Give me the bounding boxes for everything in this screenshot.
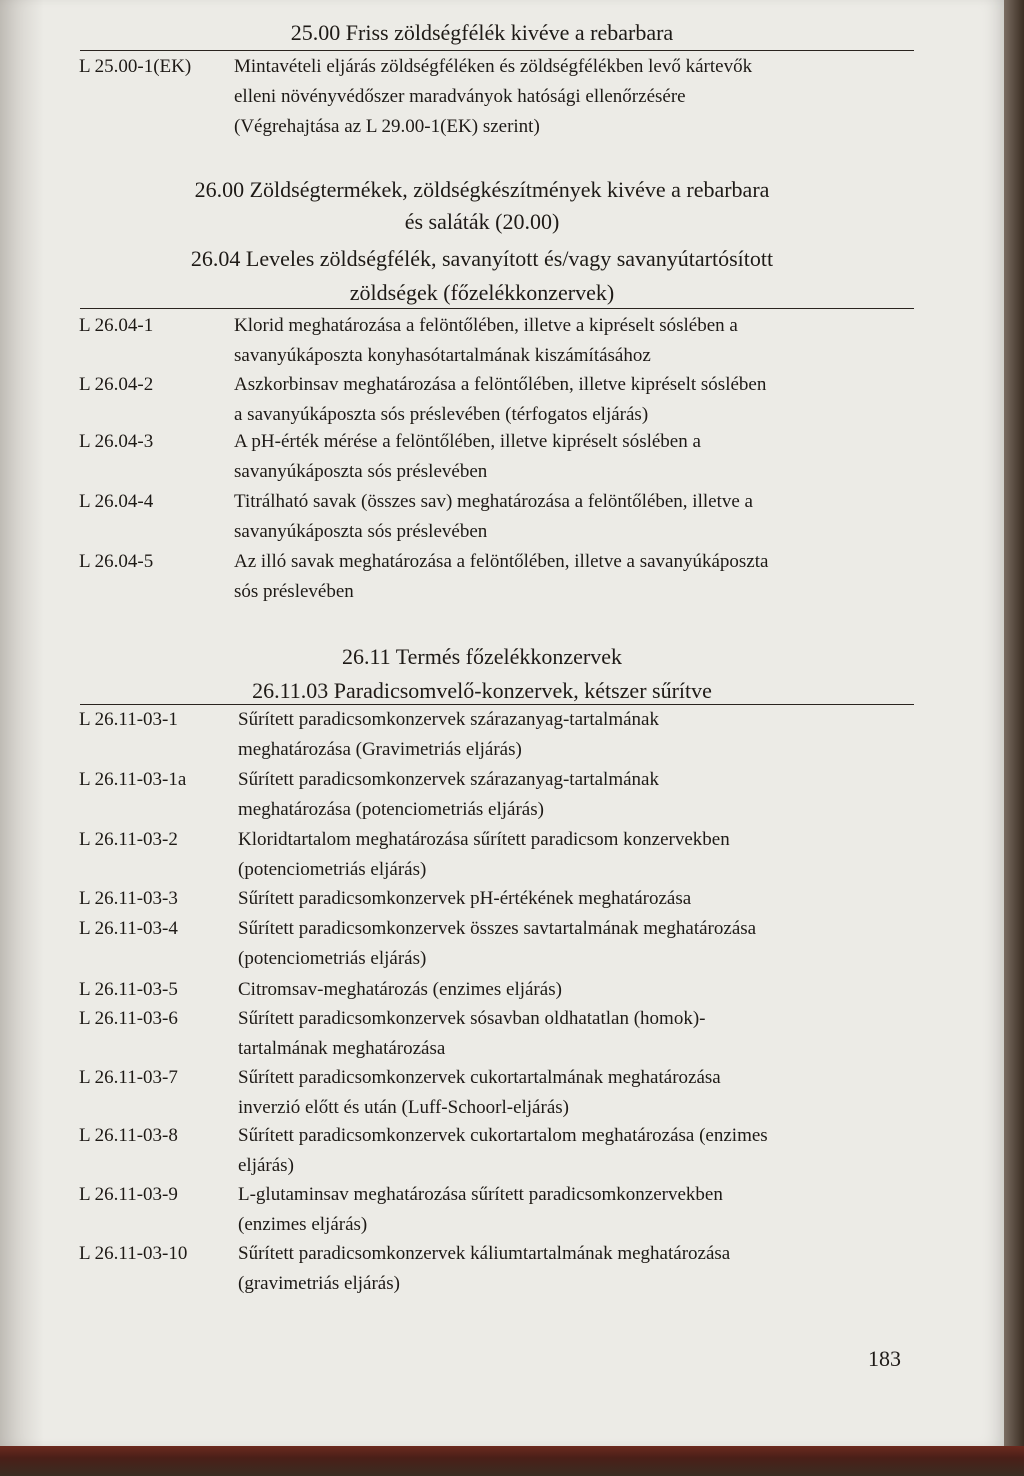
entry-code: L 26.04-1 (79, 315, 154, 336)
entry-desc-line2: (potenciometriás eljárás) (238, 859, 427, 880)
section-26-heading-line2: és saláták (20.00) (404, 209, 560, 234)
entry-desc-line2: meghatározása (Gravimetriás eljárás) (238, 739, 522, 760)
entry-code-25-00-1: L 25.00-1(EK) (79, 56, 192, 77)
section-25-heading: 25.00 Friss zöldségfélék kivéve a rebarbara (290, 20, 674, 45)
entry-code: L 26.11-03-1 (79, 709, 178, 730)
entry-code: L 26.11-03-2 (79, 829, 178, 850)
entry-desc-25-00-1-line3: (Végrehajtása az L 29.00-1(EK) szerint) (234, 116, 540, 137)
entry-desc-25-00-1-line2: elleni növényvédőszer maradványok hatósági ellenőrzésére (234, 86, 686, 107)
entry-code: L 26.11-03-9 (79, 1184, 178, 1205)
entry-desc-line1: Sűrített paradicsomkonzervek sósavban oldhatatlan (homok)- (238, 1008, 706, 1029)
entry-desc-line1: Sűrített paradicsomkonzervek pH-értékének meghatározása (238, 888, 692, 909)
entry-code: L 26.11-03-3 (79, 888, 178, 909)
page-number: 183 (868, 1346, 901, 1371)
entry-desc-line1: Sűrített paradicsomkonzervek szárazanyag-tartalmának (238, 769, 659, 790)
section-2604-heading-line2: zöldségek (főzelékkonzervek) (349, 280, 615, 305)
entry-code: L 26.11-03-4 (79, 918, 178, 939)
entry-code: L 26.11-03-6 (79, 1008, 178, 1029)
entry-desc-line2: meghatározása (potenciometriás eljárás) (238, 799, 544, 820)
entry-desc-line2: (potenciometriás eljárás) (238, 948, 427, 969)
section-2604-rule (80, 308, 914, 309)
entry-desc-line1: L-glutaminsav meghatározása sűrített paradicsomkonzervekben (238, 1184, 723, 1205)
entry-desc-line1: Aszkorbinsav meghatározása a felöntőlében, illetve kipréselt sóslében (234, 374, 767, 395)
entry-desc-line2: eljárás) (238, 1155, 294, 1176)
entry-desc-line1: A pH-érték mérése a felöntőlében, illetve kipréselt sóslében a (234, 431, 701, 452)
entry-code: L 26.11-03-1a (79, 769, 187, 790)
entry-code: L 26.11-03-8 (79, 1125, 178, 1146)
entry-desc-line1: Citromsav-meghatározás (enzimes eljárás) (238, 979, 562, 1000)
entry-desc-line1: Sűrített paradicsomkonzervek összes savtartalmának meghatározása (238, 918, 757, 939)
entry-desc-line2: inverzió előtt és után (Luff-Schoorl-eljárás) (238, 1097, 569, 1118)
section-26-heading-line1: 26.00 Zöldségtermékek, zöldségkészítmények kivéve a rebarbara (194, 177, 770, 202)
entry-code: L 26.04-2 (79, 374, 154, 395)
entry-desc-line2: sós préslevében (234, 581, 354, 602)
entry-desc-line2: (gravimetriás eljárás) (238, 1273, 400, 1294)
entry-desc-line2: savanyúkáposzta sós préslevében (234, 461, 488, 482)
entry-code: L 26.11-03-7 (79, 1067, 178, 1088)
entry-desc-25-00-1-line1: Mintavételi eljárás zöldségféléken és zöldségfélékben levő kártevők (234, 56, 753, 77)
book-edge-right (1004, 0, 1024, 1476)
entry-code: L 26.04-3 (79, 431, 154, 452)
entry-code: L 26.11-03-10 (79, 1243, 188, 1264)
entry-desc-line2: (enzimes eljárás) (238, 1214, 368, 1235)
entry-desc-line2: a savanyúkáposzta sós préslevében (térfogatos eljárás) (234, 404, 649, 425)
entry-desc-line1: Klorid meghatározása a felöntőlében, illetve a kipréselt sóslében a (234, 315, 738, 336)
entry-desc-line1: Titrálható savak (összes sav) meghatározása a felöntőlében, illetve a (234, 491, 753, 512)
book-cover-bottom (0, 1446, 1024, 1476)
entry-desc-line2: savanyúkáposzta konyhasótartalmának kiszámításához (234, 345, 651, 366)
entry-desc-line1: Sűrített paradicsomkonzervek cukortartalmának meghatározása (238, 1067, 721, 1088)
entry-desc-line1: Sűrített paradicsomkonzervek káliumtartalmának meghatározása (238, 1243, 731, 1264)
entry-code: L 26.04-4 (79, 491, 154, 512)
entry-desc-line1: Az illó savak meghatározása a felöntőlében, illetve a savanyúkáposzta (234, 551, 769, 572)
section-2611-heading: 26.11 Termés főzelékkonzervek (341, 644, 623, 669)
entry-code: L 26.11-03-5 (79, 979, 178, 1000)
entry-desc-line1: Kloridtartalom meghatározása sűrített paradicsom konzervekben (238, 829, 730, 850)
section-2604-heading-line1: 26.04 Leveles zöldségfélék, savanyított és/vagy savanyútartósított (190, 246, 774, 271)
entry-desc-line2: tartalmának meghatározása (238, 1038, 446, 1059)
section-25-rule (80, 50, 914, 51)
entry-desc-line1: Sűrített paradicsomkonzervek cukortartalom meghatározása (enzimes (238, 1125, 768, 1146)
entry-desc-line2: savanyúkáposzta sós préslevében (234, 521, 488, 542)
section-2611-subheading: 26.11.03 Paradicsomvelő-konzervek, kétszer sűrítve (252, 678, 712, 703)
entry-desc-line1: Sűrített paradicsomkonzervek szárazanyag-tartalmának (238, 709, 659, 730)
entry-code: L 26.04-5 (79, 551, 154, 572)
